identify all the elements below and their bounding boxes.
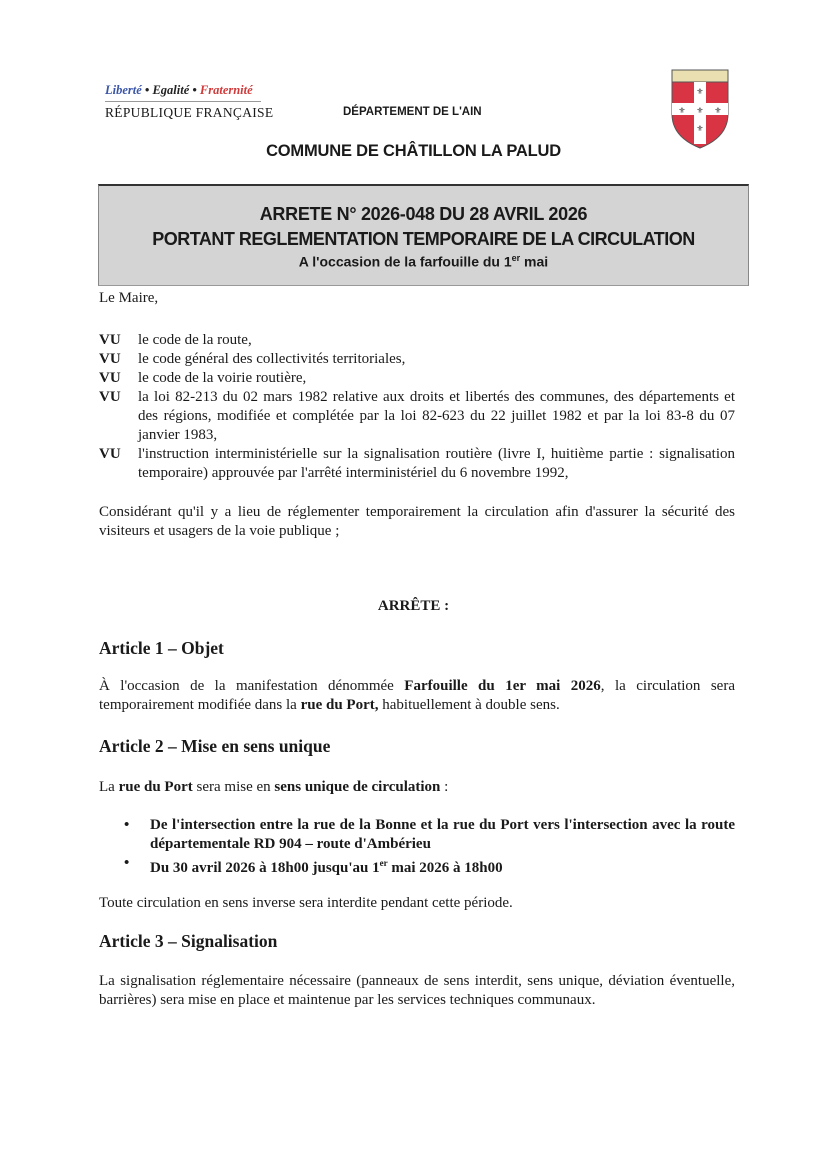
vu-list [99, 331, 735, 483]
commune-name: COMMUNE DE CHÂTILLON LA PALUD [266, 142, 561, 160]
vu-text: le code de la voirie routière, [138, 370, 307, 386]
motto-egalite: Egalité [152, 83, 190, 97]
article-2-text [99, 778, 735, 797]
vu-item [99, 350, 735, 369]
republique-label: RÉPUBLIQUE FRANÇAISE [105, 105, 274, 120]
maire-line: Le Maire, [99, 290, 159, 306]
svg-text:⚜: ⚜ [714, 106, 722, 115]
occasion-text: A l'occasion de la farfouille du 1 [298, 253, 512, 270]
article-1-title: Article 1 – Objet [99, 638, 224, 658]
arrete-number: ARRETE N° 2026-048 DU 28 AVRIL 2026 [259, 204, 588, 224]
commune-coat-of-arms-icon [671, 69, 729, 149]
republic-motto [105, 83, 253, 98]
bullet-text: De l'intersection entre la rue de la Bonne et la rue du Port vers l'intersection avec la route départementale RD 904 – route d'Ambérieu [150, 817, 735, 852]
motto-divider [105, 101, 261, 102]
text: La [99, 779, 119, 795]
event-name: Farfouille du 1er mai 2026 [404, 678, 601, 694]
vu-item [99, 369, 735, 388]
article-2-after: Toute circulation en sens inverse sera interdite pendant cette période. [99, 895, 513, 911]
text: habituellement à double sens. [378, 697, 560, 713]
vu-label: VU [99, 370, 121, 386]
motto-fraternite: Fraternité [199, 83, 253, 97]
bullet-item [99, 816, 735, 854]
svg-text:⚜: ⚜ [696, 124, 704, 133]
vu-label: VU [99, 351, 121, 367]
article-2-bullets [99, 816, 735, 878]
street-name: rue du Port, [300, 697, 379, 713]
bullet-item [99, 854, 735, 878]
article-2-title: Article 2 – Mise en sens unique [99, 736, 331, 756]
motto-liberte: Liberté [105, 83, 142, 97]
article-3-title: Article 3 – Signalisation [99, 931, 278, 951]
article-1-text [99, 677, 735, 715]
text: Du 30 avril 2026 à 18h00 jusqu'au 1 [150, 860, 380, 876]
vu-label: VU [99, 389, 121, 405]
bullet-dot: • [124, 855, 130, 871]
vu-text: la loi 82-213 du 02 mars 1982 relative aux droits et libertés des communes, des départements et des régions, modifiée et complétée par la loi 82-623 du 22 juillet 1982 et par la loi 83-8 du 07 janvier 1983, [138, 389, 735, 443]
occasion-text-end: mai [520, 253, 549, 270]
motto-sep: • [144, 83, 150, 97]
occasion-sup: er [511, 253, 521, 263]
text: À l'occasion de la manifestation dénommée [99, 678, 405, 694]
street-name: rue du Port [118, 779, 193, 795]
vu-item [99, 388, 735, 445]
title-box [98, 184, 749, 286]
svg-text:⚜: ⚜ [696, 87, 704, 96]
text: mai 2026 à 18h00 [387, 860, 503, 876]
one-way-label: sens unique de circulation [274, 779, 441, 795]
text: sera mise en [192, 779, 275, 795]
sup: er [379, 858, 388, 868]
vu-text: le code de la route, [138, 332, 252, 348]
text: , la circulation sera temporairement modifiée dans la [99, 678, 735, 713]
arrete-occasion [99, 253, 748, 270]
considerant-paragraph: Considérant qu'il y a lieu de réglementer temporairement la circulation afin d'assurer la sécurité des visiteurs et usagers de la voie publique ; [99, 504, 735, 539]
bullet-text [150, 854, 503, 878]
bullet-dot: • [124, 817, 130, 833]
vu-item [99, 445, 735, 483]
motto-sep: • [192, 83, 197, 97]
svg-text:⚜: ⚜ [696, 106, 704, 115]
vu-label: VU [99, 332, 121, 348]
text: : [440, 779, 449, 795]
vu-item [99, 331, 735, 350]
arrete-subject: PORTANT REGLEMENTATION TEMPORAIRE DE LA CIRCULATION [152, 229, 695, 249]
vu-text: le code général des collectivités territoriales, [138, 351, 406, 367]
arrete-heading: ARRÊTE : [377, 598, 450, 614]
article-3-text: La signalisation réglementaire nécessaire (panneaux de sens interdit, sens unique, déviation éventuelle, barrières) sera mise en place et maintenue par les services techniques communaux. [99, 973, 735, 1008]
svg-text:⚜: ⚜ [678, 106, 686, 115]
vu-label: VU [99, 446, 121, 462]
vu-text: l'instruction interministérielle sur la signalisation routière (livre I, huitième partie : signalisation temporaire) approuvée par l'arrêté interministériel du 6 novembre 1992, [138, 446, 735, 481]
departement-label: DÉPARTEMENT DE L'AIN [343, 106, 482, 118]
